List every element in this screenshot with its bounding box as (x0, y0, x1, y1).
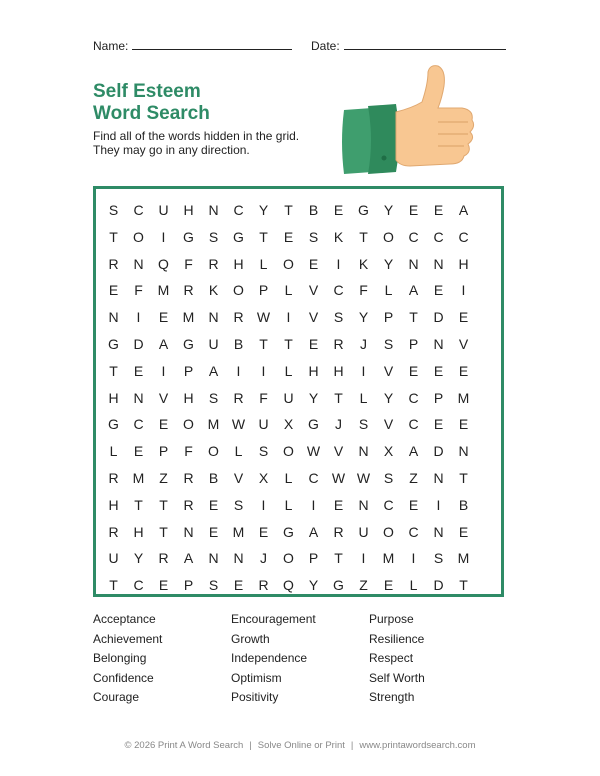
grid-cell: R (233, 389, 244, 406)
date-field (311, 39, 506, 53)
grid-cell: E (458, 309, 469, 326)
grid-cell: J (335, 416, 342, 433)
title-line-1: Self Esteem (93, 81, 201, 102)
grid-cell: I (286, 309, 291, 326)
grid-cell: E (283, 228, 294, 245)
grid-cell: T (409, 309, 418, 326)
grid-cell: V (308, 309, 319, 326)
word-list-item: Confidence (93, 670, 154, 685)
grid-cell: F (134, 282, 143, 299)
grid-cell: T (109, 362, 118, 379)
grid-cell: N (433, 523, 444, 540)
grid-cell: E (383, 577, 394, 594)
word-list-item: Belonging (93, 651, 147, 665)
grid-cell: H (333, 362, 344, 379)
word-list-item: Encouragement (231, 612, 316, 626)
word-list-item: Growth (231, 631, 270, 646)
grid-cell: V (383, 362, 394, 379)
grid-cell: E (433, 362, 444, 379)
grid-cell: I (161, 362, 166, 379)
grid-cell: E (333, 202, 344, 218)
grid-cell: H (458, 255, 469, 272)
word-list-item: Courage (93, 690, 140, 704)
grid-cell: C (408, 228, 419, 245)
grid-cell: D (133, 335, 144, 352)
grid-cell: C (308, 469, 319, 486)
grid-cell: G (308, 416, 319, 433)
grid-cell: G (183, 228, 194, 245)
grid-cell: T (459, 577, 468, 594)
grid-cell: M (232, 523, 245, 540)
grid-cell: T (334, 550, 343, 567)
grid-cell: C (458, 228, 469, 245)
grid-cell: H (133, 523, 144, 540)
grid-cell: P (433, 389, 444, 406)
grid-cell: G (283, 523, 294, 540)
grid-cell: M (382, 550, 395, 567)
grid-cell: X (258, 469, 269, 486)
grid-cell: G (233, 228, 244, 245)
grid-cell: V (233, 469, 244, 486)
grid-cell: N (233, 550, 244, 567)
grid-cell: K (358, 255, 369, 272)
grid-cell: I (161, 228, 166, 245)
grid-cell: V (383, 416, 394, 433)
grid-cell: C (433, 228, 444, 245)
grid-cell: T (109, 577, 118, 594)
grid-cell: L (284, 282, 293, 299)
grid-cell: Y (308, 389, 319, 406)
grid-cell: O (183, 416, 194, 433)
grid-cell: U (208, 335, 219, 352)
grid-cell: L (359, 389, 368, 406)
instructions-line-1: Find all of the words hidden in the grid. (93, 129, 300, 143)
grid-cell: G (183, 335, 194, 352)
grid-cell: M (157, 282, 170, 299)
grid-cell: H (308, 362, 319, 379)
grid-cell: E (208, 523, 219, 540)
grid-cell: T (134, 496, 143, 513)
grid-cell: M (457, 389, 470, 406)
grid-cell: O (283, 443, 294, 460)
grid-cell: E (458, 523, 469, 540)
thumbs-up-icon (338, 64, 478, 176)
grid-cell: C (133, 577, 144, 594)
grid-cell: X (383, 443, 394, 460)
grid-cell: S (233, 496, 244, 513)
grid-cell: E (433, 416, 444, 433)
grid-cell: E (308, 255, 319, 272)
grid-cell: Y (358, 309, 369, 326)
grid-cell: D (433, 309, 444, 326)
grid-cell: L (409, 577, 418, 594)
grid-cell: N (358, 496, 369, 513)
grid-cell: O (383, 523, 394, 540)
grid-cell: N (433, 469, 444, 486)
grid-cell: S (308, 228, 319, 245)
word-list-item: Purpose (369, 612, 414, 626)
grid-cell: T (359, 228, 368, 245)
grid-cell: P (158, 443, 169, 460)
word-list-item: Acceptance (93, 612, 156, 626)
grid-cell: R (108, 255, 119, 272)
grid-cell: H (183, 202, 194, 218)
grid-cell: H (233, 255, 244, 272)
grid-cell: N (183, 523, 194, 540)
grid-cell: N (133, 255, 144, 272)
grid-cell: C (408, 523, 419, 540)
grid-cell: S (108, 202, 119, 218)
grid-cell: E (108, 282, 119, 299)
grid-cell: Z (359, 577, 368, 594)
grid-cell: W (306, 443, 321, 460)
grid-cell: F (359, 282, 368, 299)
grid-cell: M (182, 309, 195, 326)
instructions (93, 129, 299, 157)
grid-cell: L (259, 255, 268, 272)
grid-cell: P (183, 362, 194, 379)
grid-cell: P (383, 309, 394, 326)
grid-cell: T (284, 335, 293, 352)
grid-cell: E (433, 202, 444, 218)
word-list-item: Self Worth (369, 670, 425, 685)
footer-copyright: © 2026 Print A Word Search (124, 740, 244, 751)
title-line-2: Word Search (93, 103, 210, 124)
grid-cell: N (408, 255, 419, 272)
grid-cell: T (159, 523, 168, 540)
grid-cell: R (108, 469, 119, 486)
grid-cell: T (259, 335, 268, 352)
grid-cell: E (333, 496, 344, 513)
grid-cell: Y (383, 389, 394, 406)
grid-cell: P (408, 335, 419, 352)
grid-cell: T (459, 469, 468, 486)
grid-cell: T (109, 228, 118, 245)
grid-cell: S (208, 577, 219, 594)
footer (0, 740, 600, 751)
grid-cell: F (184, 443, 193, 460)
grid-cell: S (433, 550, 444, 567)
grid-cell: M (457, 550, 470, 567)
grid-cell: N (458, 443, 469, 460)
word-list (93, 612, 513, 710)
grid-cell: L (109, 443, 118, 460)
footer-website: www.printawordsearch.com (359, 740, 476, 751)
grid-cell: R (333, 523, 344, 540)
grid-cell: T (159, 496, 168, 513)
grid-cell: G (108, 416, 119, 433)
grid-cell: C (333, 282, 344, 299)
grid-cell: I (311, 496, 316, 513)
grid-cell: R (258, 577, 269, 594)
grid-cell: V (158, 389, 169, 406)
grid-cell: A (458, 202, 469, 218)
grid-cell: R (233, 309, 244, 326)
grid-cell: U (158, 202, 169, 218)
grid-cell: W (231, 416, 246, 433)
grid-cell: G (333, 577, 344, 594)
name-label: Name: (93, 39, 129, 53)
grid-cell: C (233, 202, 244, 218)
grid-cell: C (408, 389, 419, 406)
grid-cell: Q (283, 577, 294, 594)
grid-cell: H (108, 389, 119, 406)
grid-cell: R (208, 255, 219, 272)
grid-cell: W (256, 309, 271, 326)
grid-cell: O (383, 228, 394, 245)
grid-cell: I (461, 282, 466, 299)
grid-cell: A (408, 443, 419, 460)
grid-cell: N (108, 309, 119, 326)
grid-cell: L (234, 443, 243, 460)
word-list-item: Independence (231, 651, 308, 665)
grid-letters (101, 197, 476, 599)
instructions-line-2: They may go in any direction. (93, 143, 250, 157)
grid-cell: S (208, 389, 219, 406)
grid-cell: K (208, 282, 219, 299)
word-list-item: Optimism (231, 670, 282, 685)
grid-cell: A (308, 523, 319, 540)
grid-cell: L (284, 362, 293, 379)
grid-cell: S (383, 335, 394, 352)
grid-cell: O (233, 282, 244, 299)
grid-cell: N (433, 255, 444, 272)
grid-cell: O (283, 550, 294, 567)
word-list-item: Resilience (369, 631, 425, 646)
grid-cell: U (108, 550, 119, 567)
grid-cell: U (258, 416, 269, 433)
footer-tagline: Solve Online or Print (257, 740, 345, 751)
word-list-item: Achievement (93, 631, 163, 646)
grid-cell: N (208, 202, 219, 218)
grid-cell: E (158, 577, 169, 594)
date-label: Date: (311, 39, 340, 53)
word-list-item: Strength (369, 690, 415, 704)
grid-cell: I (136, 309, 141, 326)
grid-cell: Y (258, 202, 269, 218)
grid-cell: R (333, 335, 344, 352)
grid-cell: Z (159, 469, 168, 486)
name-field (93, 39, 292, 53)
grid-cell: J (260, 550, 267, 567)
grid-cell: W (356, 469, 371, 486)
grid-cell: A (158, 335, 169, 352)
grid-cell: Z (409, 469, 418, 486)
grid-cell: V (333, 443, 344, 460)
grid-cell: R (183, 496, 194, 513)
grid-cell: U (358, 523, 369, 540)
grid-cell: I (236, 362, 241, 379)
grid-cell: M (207, 416, 220, 433)
grid-cell: S (383, 469, 394, 486)
grid-cell: A (208, 362, 219, 379)
grid-cell: I (261, 362, 266, 379)
grid-cell: E (433, 282, 444, 299)
grid-cell: T (334, 389, 343, 406)
grid-cell: R (183, 282, 194, 299)
word-list-item: Respect (369, 651, 414, 665)
grid-cell: B (233, 335, 244, 352)
grid-cell: N (208, 309, 219, 326)
date-line (344, 49, 506, 50)
grid-cell: X (283, 416, 294, 433)
grid-cell: A (183, 550, 194, 567)
name-line (132, 49, 292, 50)
grid-cell: N (358, 443, 369, 460)
grid-cell: E (458, 416, 469, 433)
grid-cell: G (108, 335, 119, 352)
grid-cell: F (184, 255, 193, 272)
grid-cell: E (233, 577, 244, 594)
grid-cell: C (133, 202, 144, 218)
grid-cell: W (331, 469, 346, 486)
grid-cell: D (433, 443, 444, 460)
grid-cell: I (411, 550, 416, 567)
grid-cell: S (258, 443, 269, 460)
grid-cell: C (383, 496, 394, 513)
grid-cell: E (408, 202, 419, 218)
word-search-grid (93, 186, 504, 597)
grid-cell: Y (383, 202, 394, 218)
grid-cell: J (360, 335, 367, 352)
grid-cell: N (208, 550, 219, 567)
grid-cell: O (133, 228, 144, 245)
grid-cell: E (158, 416, 169, 433)
grid-cell: N (133, 389, 144, 406)
grid-cell: R (158, 550, 169, 567)
grid-cell: T (259, 228, 268, 245)
grid-cell: G (358, 202, 369, 218)
grid-cell: S (208, 228, 219, 245)
page-title (93, 81, 210, 125)
grid-cell: L (284, 469, 293, 486)
footer-separator-1: | (249, 740, 252, 751)
grid-cell: Y (383, 255, 394, 272)
word-list-item: Positivity (231, 690, 279, 704)
grid-cell: H (183, 389, 194, 406)
grid-cell: L (284, 496, 293, 513)
grid-cell: H (108, 496, 119, 513)
grid-cell: P (308, 550, 319, 567)
grid-cell: I (261, 496, 266, 513)
grid-cell: S (333, 309, 344, 326)
grid-cell: B (308, 202, 319, 218)
grid-cell: P (258, 282, 269, 299)
grid-cell: L (384, 282, 393, 299)
grid-cell: O (283, 255, 294, 272)
grid-cell: I (361, 362, 366, 379)
grid-cell: Q (158, 255, 169, 272)
grid-cell: E (158, 309, 169, 326)
grid-cell: R (108, 523, 119, 540)
grid-cell: E (408, 496, 419, 513)
grid-cell: P (183, 577, 194, 594)
grid-cell: R (183, 469, 194, 486)
grid-cell: N (433, 335, 444, 352)
grid-cell: F (259, 389, 268, 406)
grid-cell: B (458, 496, 469, 513)
grid-cell: U (283, 389, 294, 406)
grid-cell: E (258, 523, 269, 540)
grid-cell: Y (133, 550, 144, 567)
grid-cell: E (408, 362, 419, 379)
grid-cell: E (133, 443, 144, 460)
grid-cell: O (208, 443, 219, 460)
grid-cell: I (436, 496, 441, 513)
grid-cell: B (208, 469, 219, 486)
grid-cell: V (458, 335, 469, 352)
grid-cell: S (358, 416, 369, 433)
grid-cell: I (336, 255, 341, 272)
grid-cell: C (133, 416, 144, 433)
grid-cell: E (133, 362, 144, 379)
grid-cell: M (132, 469, 145, 486)
grid-cell: K (333, 228, 344, 245)
grid-cell: C (408, 416, 419, 433)
grid-cell: V (308, 282, 319, 299)
grid-cell: E (308, 335, 319, 352)
footer-separator-2: | (350, 740, 354, 751)
grid-cell: T (284, 202, 293, 218)
grid-cell: E (208, 496, 219, 513)
grid-cell: I (361, 550, 366, 567)
grid-cell: D (433, 577, 444, 594)
grid-cell: Y (308, 577, 319, 594)
grid-cell: E (458, 362, 469, 379)
grid-cell: A (408, 282, 419, 299)
